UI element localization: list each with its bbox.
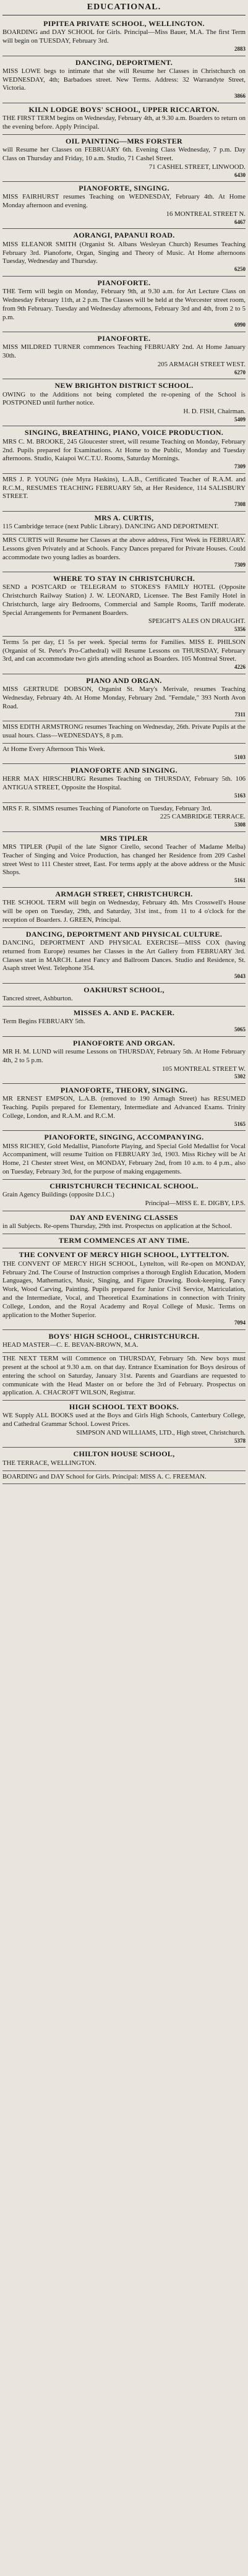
ad-body: MR ERNEST EMPSON, L.A.B. (removed to 190 Armagh Street) has RESUMED Teaching. Pupils prepared for Elementary, Intermediate and Advanced Exams. Trinity College, London, and R.A.M. and R.C.M. [2,1095,246,1120]
ad-heading: OIL PAINTING—MRS FORSTER [65,136,182,145]
advertisement [2,103,246,135]
ad-body: MISS EDITH ARMSTRONG resumes Teaching on Wednesday, 26th. Private Pupils at the usual hours. Class—WEDNESDAYS, 8 p.m. [2,723,246,739]
ad-body: BOARDING and DAY SCHOOL for Girls. Principal—Miss Bauer, M.A. The first Term will begin on TUESDAY, February 3rd. [2,28,246,45]
ad-ref-number: 6467 [234,218,246,225]
advertisement [2,1084,246,1131]
ad-body: MISS GERTRUDE DOBSON, Organist St. Mary's Merivale, resumes Teaching Wednesday, February 4th. At Home Monday, February 2nd. "Ferndale," 393 North Avon Road. [2,685,246,710]
ad-body: MRS F. R. SIMMS resumes Teaching of Pianoforte on Tuesday, February 3rd. [2,804,212,812]
ad-body: Grain Agency Buildings (opposite D.I.C.) [2,1191,114,1199]
ad-signature: Principal—MISS E. E. DIGBY, I.P.S. [145,1199,246,1207]
ad-ref-number: 5103 [234,753,246,760]
ad-heading: DAY AND EVENING CLASSES [69,1213,179,1222]
advertisement [2,1211,246,1234]
ad-body: MRS J. P. YOUNG (née Myra Haskins), L.A.B., Certificated Teacher of R.A.M. and R.C.M., RESUMES TEACHING FEBRUARY 5th, at Her Residence, 114 SALISBURY STREET. [2,475,246,500]
ad-body: MISS ELEANOR SMITH (Organist St. Albans Wesleyan Church) Resumes Teaching February 3rd. Pianoforte, Organ, Singing and Theory of Music. At Home afternoons Tuesday, Wednesday and Thursday. [2,240,246,265]
ad-body: THE FIRST TERM begins on Wednesday, February 4th, at 9.30 a.m. Boarders to return on the evening before. Apply Principal. [2,114,246,131]
advertisement [2,764,246,803]
advertisement [2,56,246,103]
ad-ref-number: 6270 [234,369,246,376]
ad-heading: PIANOFORTE AND ORGAN. [73,1038,175,1047]
ad-body: THE NEXT TERM will Commence on THURSDAY, February 5th. New boys must present at the school at 9.30 a.m. on that day. Entrance Examination for Boys desirous of entering the school on Saturday, January 31st. Parents and Guardians are requested to communicate with the Head Master on or before the 3rd of February. Prospectus on application. A. CHACROFT WILSON, Registrar. [2,1355,246,1397]
ad-body: MISS RICHEY, Gold Medallist, Pianoforte Playing, and Special Gold Medallist for Vocal Accompaniment, will resume Tuition on FEBRUARY 3rd, 1903. Miss Richey will be At Home, 21 Chester street West, on MONDAY, February 2nd, from 10 a.m. to 4 p.m., also on Tuesday, February 3rd, for the purpose of making engagements. [2,1142,246,1175]
ad-body: MISS FAIRHURST resumes Teaching on WEDNESDAY, February 4th. At Home Monday afternoon and evening. [2,193,246,210]
ad-ref-number: 5378 [234,1437,246,1444]
ad-body: MRS TIPLER (Pupil of the late Signor Cirello, second Teacher of Madame Melba) Teacher of Singing and Voice Production, has changed her Residence from 209 Cashel street West to 111 Chester street, East. For terms apply at the above address or the Music Shops. [2,843,246,877]
ad-heading: SINGING, BREATHING, PIANO, VOICE PRODUCTION. [24,428,224,437]
ad-ref-number: 5356 [234,626,246,633]
ad-heading: PIANOFORTE. [97,333,151,343]
ad-ref-number: 5065 [234,1026,246,1033]
ad-ref-number: 5308 [234,822,246,828]
ad-body: WE Supply ALL BOOKS used at the Boys and Girls High Schools, Canterbury College, and Cathedral Grammar School. Lowest Prices. [2,1412,246,1428]
advertisement [2,17,246,56]
ad-body: HERR MAX HIRSCHBURG Resumes Teaching on THURSDAY, February 5th. 106 ANTIGUA STREET, Opposite the Hospital. [2,775,246,792]
ad-body: Tancred street, Ashburton. [2,995,73,1003]
ad-heading: MRS A. CURTIS, [94,513,154,522]
ad-heading: DANCING, DEPORTMENT AND PHYSICAL CULTURE. [25,929,223,938]
ad-body: THE SCHOOL TERM will begin on Wednesday, February 4th. Mrs Crosswell's House will be open on Tuesday, 29th, and Saturday, 31st inst., from 11 to 4 o'clock for the reception of Boarders. J. GREEN, Principal. [2,899,246,924]
ad-body: THE TERRACE, WELLINGTON. [2,1459,96,1467]
ad-body: THE CONVENT OF MERCY HIGH SCHOOL, Lyttelton, will Re-open on MONDAY, February 2nd. The Course of Instruction comprises a thorough English Education, Modern Languages, Mathematics, Music, Singing, and Figure Drawing. Book-keeping, Fancy Work, Wood Carving, Painting. Pupils prepared for Junior Civil Service, Matriculation, and the Intermediate, Vocal, and Theoretical Examinations in connection with Trinity College, London, and the Royal Academy and Royal College of Music. Terms on application to the Mother Superior. [2,1260,246,1319]
ad-heading: PIANOFORTE, SINGING, ACCOMPANYING. [44,1133,204,1142]
ad-body: BOARDING and DAY School for Girls. Principal: MISS A. C. FREEMAN. [2,1472,207,1480]
ad-heading: CHRISTCHURCH TECHNICAL SCHOOL. [49,1181,199,1190]
advertisement [2,674,246,721]
advertisement [2,1448,246,1470]
advertisement [2,1353,246,1401]
ad-ref-number: 6250 [234,266,246,273]
ad-ref-number: 5409 [234,416,246,423]
advertisement [2,535,246,572]
advertisement [2,572,246,637]
ad-heading: BOYS' HIGH SCHOOL, CHRISTCHURCH. [48,1331,200,1341]
advertisement [2,984,246,1007]
ad-body: Term Begins FEBRUARY 5th. [2,1018,85,1026]
ad-body: MRS C. M. BROOKE, 245 Gloucester street, will resume Teaching on Monday, February 2nd. Pupils prepared for Examinations. At Home to the Public, Monday and Tuesday afternoons. Studio, Kaiapoi W.C.T.U. Rooms, Saturday Mornings. [2,437,246,463]
ad-body: MRS CURTIS will Resume her Classes at the above address, First Week in FEBRUARY. Lessons given Privately and at Schools. Fancy Dances prepared for Private Houses. Could accommodate two young ladies as boarders. [2,536,246,561]
ad-ref-number: 6430 [234,171,246,178]
ad-signature: H. D. FISH, Chairman. [183,408,246,416]
ad-heading: TERM COMMENCES AT ANY TIME. [58,1235,190,1245]
ad-heading: DANCING, DEPORTMENT. [75,58,173,67]
advertisement [2,744,246,764]
ad-heading: ARMAGH STREET, CHRISTCHURCH. [55,889,193,898]
ad-signature: SPEIGHT'S ALES ON DRAUGHT. [148,617,246,625]
advertisement [2,135,246,182]
ad-body: in all Subjects. Re-opens Thursday, 29th inst. Prospectus on application at the School. [2,1222,232,1230]
ad-ref-number: 4226 [234,664,246,671]
ad-signature: 105 MONTREAL STREET W. [162,1065,246,1073]
ad-ref-number: 6990 [234,322,246,328]
advertisement [2,1330,246,1353]
ad-signature: 16 MONTREAL STREET N. [166,210,246,218]
ad-ref-number: 5163 [234,792,246,799]
ad-heading: PIANOFORTE AND SINGING. [71,766,177,775]
ad-body: MISS LOWE begs to intimate that she will Resume her Classes in Christchurch on WEDNESDAY, 4th; Barbadoes street. New Terms. Address: 32 Warrandyte Street, Victoria. [2,67,246,92]
ad-heading: PIANO AND ORGAN. [86,676,162,685]
advertisement [2,229,246,276]
advertisement [2,1180,246,1211]
ad-heading: HIGH SCHOOL TEXT BOOKS. [69,1402,179,1412]
ad-ref-number: 3866 [234,93,246,100]
ad-heading: PIPITEA PRIVATE SCHOOL, WELLINGTON. [43,19,205,28]
ad-heading: OAKHURST SCHOOL, [83,985,165,994]
ad-heading: MISSES A. AND E. PACKER. [73,1008,175,1017]
advertisement [2,1401,246,1448]
advertisement [2,332,246,379]
ad-ref-number: 7309 [234,562,246,569]
ad-heading: PIANOFORTE, SINGING. [79,184,169,193]
advertisement [2,1248,246,1330]
advertisement [2,1131,246,1180]
advertisement [2,474,246,512]
ad-ref-number: 7308 [234,501,246,508]
advertisement [2,637,246,674]
ad-signature: 71 CASHEL STREET, LINWOOD. [148,163,246,171]
advertisement [2,1037,246,1084]
ad-signature: SIMPSON AND WILLIAMS, LTD., High street, Christchurch. [76,1429,246,1437]
advertisement [2,512,246,535]
ad-ref-number: 7309 [234,463,246,470]
advertisement [2,379,246,426]
ad-ref-number: 5161 [234,877,246,884]
advertisement [2,803,246,832]
advertisement [2,832,246,888]
ad-body: SEND a POSTCARD or TELEGRAM to STOKES'S FAMILY HOTEL (Opposite Christchurch Railway Station) J. W. LEONARD, Licensee. The Best Family Hotel in Christchurch, large airy Bedrooms, Commercial and Sample Rooms, Tariff moderate. Special Arrangements for Permanent Boarders. [2,583,246,617]
ad-heading: THE CONVENT OF MERCY HIGH SCHOOL, LYTTELTON. [19,1250,229,1260]
advertisement [2,277,246,332]
advertisement [2,426,246,473]
ad-body: DANCING, DEPORTMENT AND PHYSICAL EXERCISE—MISS COX (having returned from Europe) resumes her Classes in the Art Gallery from FEBRUARY 3rd. Classes start in MARCH. Latest Fancy and Ballroom Dances. Studio and Residence, St. Asaph street West. Telephone 354. [2,938,246,972]
ad-body: THE Term will begin on Monday, February 9th, at 9.30 a.m. for Art Lecture Class on Wednesday February 11th, at 2 p.m. The Classes will be held at the Worcester street room, from 9th February. Tuesday and Wednesday afternoons, February 3rd and 4th, from 2 to 5 p.m. [2,288,246,321]
ad-heading: KILN LODGE BOYS' SCHOOL, UPPER RICCARTON. [28,105,220,114]
ad-signature: 205 ARMAGH STREET WEST. [157,360,246,368]
ad-ref-number: 2883 [234,45,246,52]
ad-body: 115 Cambridge terrace (next Public Library). DANCING AND DEPORTMENT. [2,523,219,531]
ad-ref-number: 7311 [234,711,246,718]
advertisement [2,721,246,744]
ad-heading: MRS TIPLER [100,833,148,843]
section-title: EDUCATIONAL. [2,1,246,15]
ad-body: HEAD MASTER—C. E. BEVAN-BROWN, M.A. [2,1341,139,1349]
advertisement [2,1007,246,1037]
advertisement [2,1471,246,1485]
ad-body: OWING to the Additions not being completed the re-opening of the School is POSTPONED until further notice. [2,390,246,407]
ad-body: MISS MILDRED TURNER commences Teaching FEBRUARY 2nd. At Home January 30th. [2,343,246,360]
ad-ref-number: 5043 [234,973,246,980]
advertisement [2,928,246,984]
ad-heading: PIANOFORTE, THEORY, SINGING. [60,1085,188,1094]
ad-body: MR H. M. LUND will resume Lessons on THURSDAY, February 5th. At Home February 4th, 2 to 5 p.m. [2,1047,246,1064]
ad-signature: 225 CAMBRIDGE TERRACE. [160,813,246,821]
ad-body: will Resume her Classes on FEBRUARY 6th. Evening Class Wednesday, 7 p.m. Day Class on Thursday and Friday, 10 a.m. Studio, 71 Cashel Street. [2,146,246,162]
ad-ref-number: 5165 [234,1120,246,1127]
ad-body: At Home Every Afternoon This Week. [2,745,106,753]
ad-heading: AORANGI, PAPANUI ROAD. [73,231,175,240]
advertisement [2,888,246,928]
ad-ref-number: 7094 [234,1320,246,1326]
advertisement [2,182,246,229]
ad-heading: CHILTON HOUSE SCHOOL, [73,1449,175,1459]
ad-heading: WHERE TO STAY IN CHRISTCHURCH. [53,573,195,583]
ad-body: Terms 5s per day, £1 5s per week. Special terms for Families. MISS E. PHILSON (Organist of St. Peter's Pro-Cathedral) will Resume Lessons on THURSDAY, February 3rd, and can accommodate two girls attending school as Boarders. 105 Montreal Street. [2,638,246,663]
ad-heading: PIANOFORTE. [97,278,151,287]
advertisement [2,1234,246,1248]
advertisement-list [2,17,246,1484]
ad-heading: NEW BRIGHTON DISTRICT SCHOOL. [54,381,194,390]
ad-ref-number: 5302 [234,1073,246,1080]
